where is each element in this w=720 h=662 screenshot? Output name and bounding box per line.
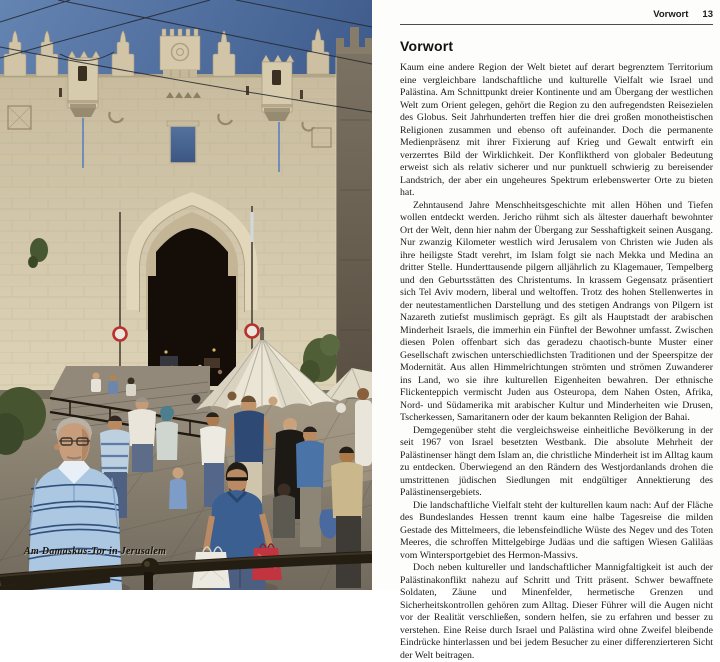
- paragraph-2: Zehntausend Jahre Menschheitsgeschichte mit allen Höhen und Tiefen wollen entdeckt werden. Jericho rühmt sich als ältester dauerhaft bewohnter Ort der Welt, denn hier nahm der Übergang zur Sesshaftigkeit seinen Ausgang. Nur zwanzig Kilometer westlich wird Jerusalem von Christen wie Juden als ihre heiligste Stadt verehrt, im Islam folgt sie nach Mekka und Medina an dritter Stelle. Hunderttausende pilgern alljährlich zu Klagemauer, Tempelberg und den Geburtsstätten des Christentums. In krassem Gegensatz präsentiert sich Tel Aviv modern, liberal und weltoffen. Trotz des hohen Stellenwertes in der neutestamentlichen Darstellung und des stetigen Andrangs von Pilgern ist Nazareth zutiefst muslimisch geprägt. Es gilt als Hauptstadt der arabischen Minderheit Israels, die immerhin ein Fünftel der Bewohner umfasst. Zwischen diesen Polen offenbart sich das geradezu chaotisch-bunte Muster einer Gesellschaft zwischen unterschiedlichsten Traditionen und der Speerspitze der Modernität. Aus allen Himmelrichtungen strömten und strömen Zuwanderer ins Land, wo sie ihre kulturellen Eigenheiten bewahren. Der ethnische Flickenteppich vermischt Juden aus Osteuropa, dem Nahen Osten, Afrika, Nord- und Südamerika mit arabischer Kultur und Minderheiten wie Drusen, Tscherkessen, Samaritanern oder der kaum bekannten Religion der Bahai.: [400, 199, 713, 424]
- damascus-gate-illustration: [0, 0, 372, 590]
- header-rule: [400, 24, 713, 25]
- paragraph-1: Kaum eine andere Region der Welt bietet auf derart begrenztem Territorium eine vergleichbare landschaftliche und kulturelle Vielfalt wie Israel und Palästina. Am Schnittpunkt dreier Kontinente und am Übergang der westlichen Welt zum Orient gelegen, gehört die Region zu den aufregendsten Reisezielen des Globus. Seit Jahrhunderten treffen hier die drei großen monotheistischen Religionen zusammen und ebenso oft aufeinander. Doch die permanente Medienpräsenz mit ihrer Fixierung auf Krieg und Gewalt entwirft ein verzerrtes Bild der Wirklichkeit. Der Konfliktherd von globaler Bedeutung erweist sich als relativ sicherer und nur punktuell schwierig zu bereisender Landstrich, der aber ein ungeheures Spektrum erlebenswerter Orte zu bieten hat.: [400, 62, 713, 199]
- paragraph-5: Doch neben kultureller und landschaftlicher Mannigfaltigkeit ist auch der Palästinakonflikt nahezu auf Schritt und Tritt präsent. Schwer bewaffnete Soldaten, Zäune und Minenfelder, hermetische Grenzen und Sicherheitskontrollen gehören zum Alltag. Dieser Führer will die Augen nicht vor der Realität verschließen, sondern helfen, sie zu erfahren und besser zu verstehen. Eine Reise durch Israel und Palästina wird ohne Zweifel bleibende Eindrücke hinterlassen und bei jedem Besucher zu einer differenzierteren Sicht der Welt beitragen.: [400, 562, 713, 661]
- shadow-wall: [336, 27, 372, 396]
- photo-caption: Am Damaskus-Tor in Jerusalem: [24, 546, 167, 557]
- damascus-gate-photo: [0, 0, 372, 590]
- running-header-section: Vorwort: [653, 9, 689, 20]
- running-header: [400, 9, 713, 20]
- text-page: [372, 0, 720, 661]
- paragraph-3: Demgegenüber steht die vergleichsweise einheitliche Bevölkerung in der seit 1967 von Israel besetzten Westbank. Die absolute Mehrheit der Palästinenser hängt dem Islam an, die christliche Minderheit ist im Alltag kaum zu entdecken. Überwiegend an den Rändern des Westjordanlands drohen die umstrittenen jüdischen Siedlungen mit endgültiger Annektierung des Palästinensergebiets.: [400, 424, 713, 499]
- paragraph-4: Die landschaftliche Vielfalt steht der kulturellen kaum nach: Auf der Fläche des Bundeslandes Hessen trennt kaum eine halbe Tagesreise die milden Gestade des Mittelmeers, die lebensfeindliche Wüste des Negev und des Toten Meeres, die schroffen Mittelgebirge Judäas und die saftigen Wiesen Galiläas vom Wintersportgebiet des Hermon-Massivs.: [400, 499, 713, 561]
- chapter-title: Vorwort: [400, 38, 454, 55]
- running-header-page-number: 13: [702, 9, 713, 20]
